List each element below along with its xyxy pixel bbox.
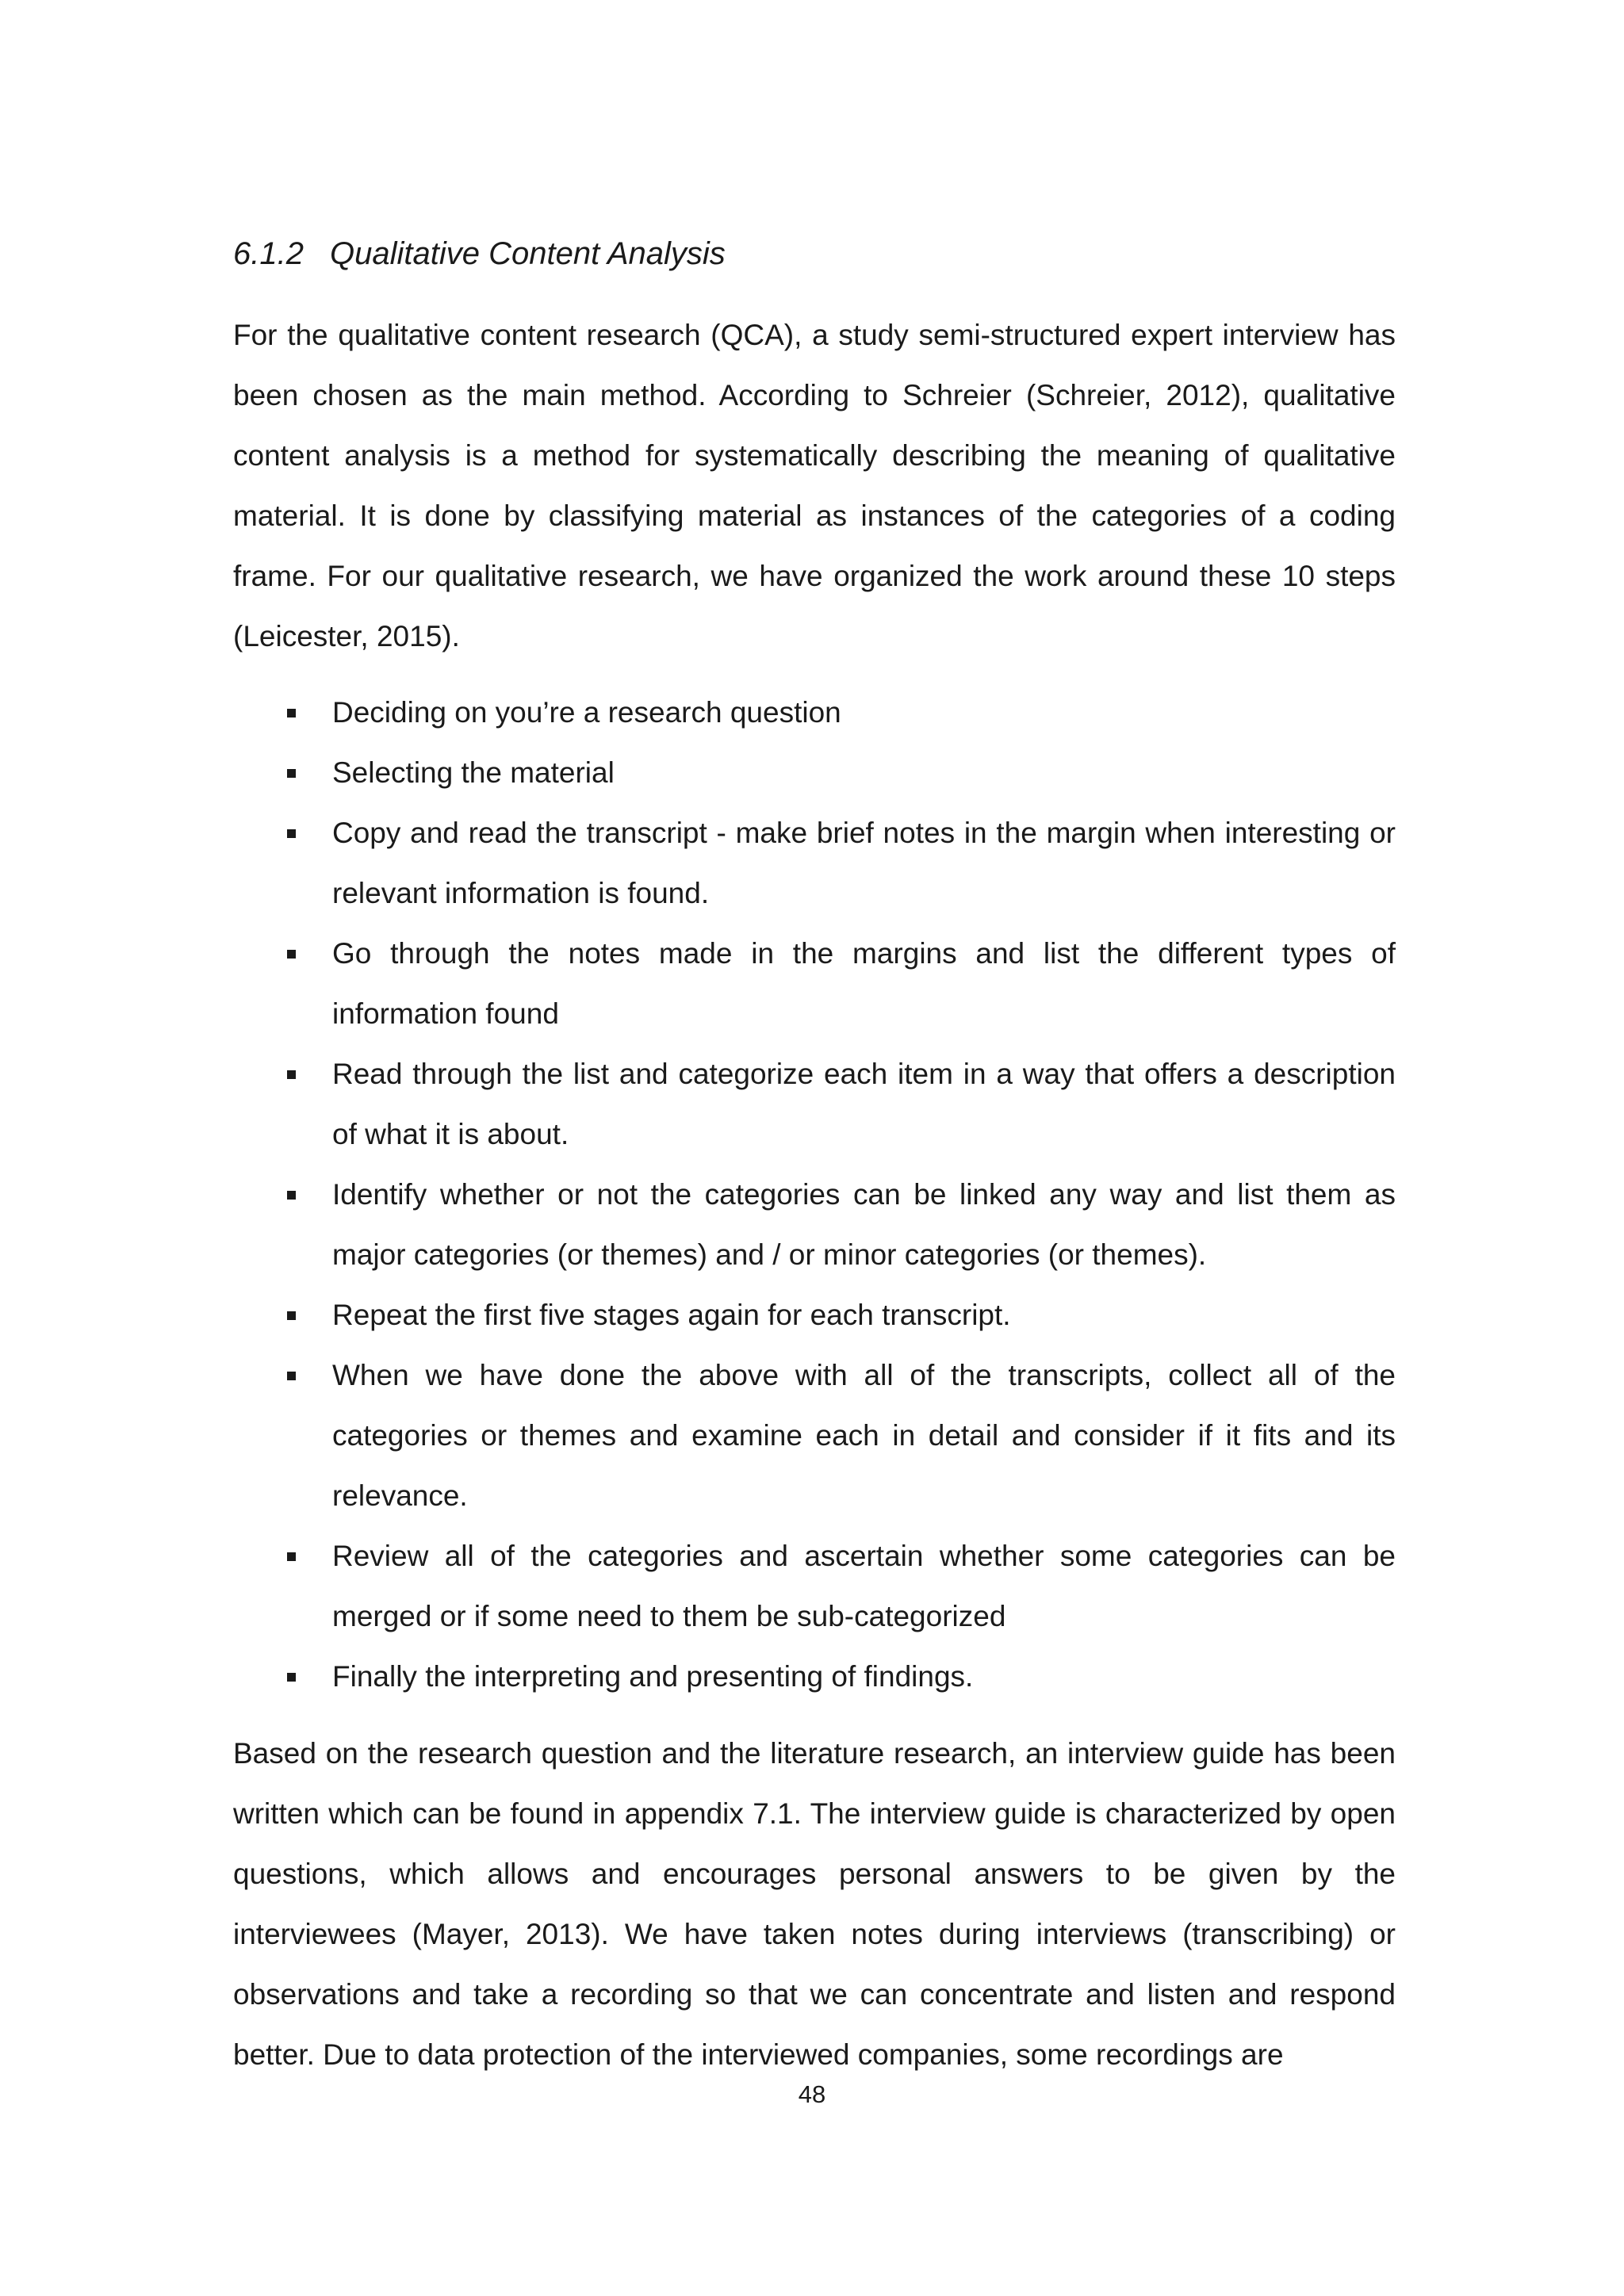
- square-bullet-icon: [287, 709, 296, 718]
- section-title: Qualitative Content Analysis: [330, 236, 726, 271]
- list-item: [233, 1165, 1396, 1285]
- list-item-text: Deciding on you’re a research question: [332, 696, 841, 729]
- list-item: [233, 1044, 1396, 1165]
- section-number: 6.1.2: [233, 236, 304, 271]
- list-item-text: When we have done the above with all of the transcripts, collect all of the categories or themes and examine each in detail and consider if it fits and its relevance.: [332, 1359, 1396, 1512]
- list-item: [233, 803, 1396, 924]
- list-item: [233, 1285, 1396, 1345]
- list-item-text: Selecting the material: [332, 756, 615, 789]
- steps-list: [233, 683, 1396, 1707]
- square-bullet-icon: [287, 1311, 296, 1320]
- section-heading: [233, 230, 726, 277]
- list-item-text: Read through the list and categorize each item in a way that offers a description of what it is about.: [332, 1058, 1396, 1150]
- list-item: [233, 683, 1396, 743]
- square-bullet-icon: [287, 950, 296, 959]
- list-item-text: Identify whether or not the categories can be linked any way and list them as major categories (or themes) and / or minor categories (or themes).: [332, 1178, 1396, 1271]
- list-item-text: Go through the notes made in the margins and list the different types of information found: [332, 937, 1396, 1030]
- square-bullet-icon: [287, 1191, 296, 1200]
- list-item: [233, 924, 1396, 1044]
- page-number: 48: [798, 2080, 826, 2108]
- list-item-text: Finally the interpreting and presenting of findings.: [332, 1660, 974, 1693]
- list-item-text: Review all of the categories and ascertain whether some categories can be merged or if some need to them be sub-categorized: [332, 1540, 1396, 1632]
- list-item-text: Copy and read the transcript - make brief notes in the margin when interesting or relevant information is found.: [332, 817, 1396, 909]
- list-item: [233, 743, 1396, 803]
- closing-paragraph: Based on the research question and the literature research, an interview guide has been written which can be found in appendix 7.1. The interview guide is characterized by open questions, which allows and encourages personal answers to be given by the interviewees (Mayer, 2013). We have taken notes during interviews (transcribing) or observations and take a recording so that we can concentrate and listen and respond better. Due to data protection of the interviewed companies, some recordings are: [233, 1737, 1396, 2071]
- list-item-text: Repeat the first five stages again for each transcript.: [332, 1299, 1011, 1331]
- intro-paragraph: For the qualitative content research (QCA), a study semi-structured expert interview has been chosen as the main method. According to Schreier (Schreier, 2012), qualitative content analysis is a method for systematically describing the meaning of qualitative material. It is done by classifying material as instances of the categories of a coding frame. For our qualitative research, we have organized the work around these 10 steps (Leicester, 2015).: [233, 319, 1396, 652]
- list-item: [233, 1647, 1396, 1707]
- list-item: [233, 1526, 1396, 1647]
- square-bullet-icon: [287, 1673, 296, 1682]
- square-bullet-icon: [287, 829, 296, 838]
- square-bullet-icon: [287, 1372, 296, 1380]
- square-bullet-icon: [287, 769, 296, 778]
- list-item: [233, 1345, 1396, 1526]
- square-bullet-icon: [287, 1070, 296, 1079]
- square-bullet-icon: [287, 1552, 296, 1561]
